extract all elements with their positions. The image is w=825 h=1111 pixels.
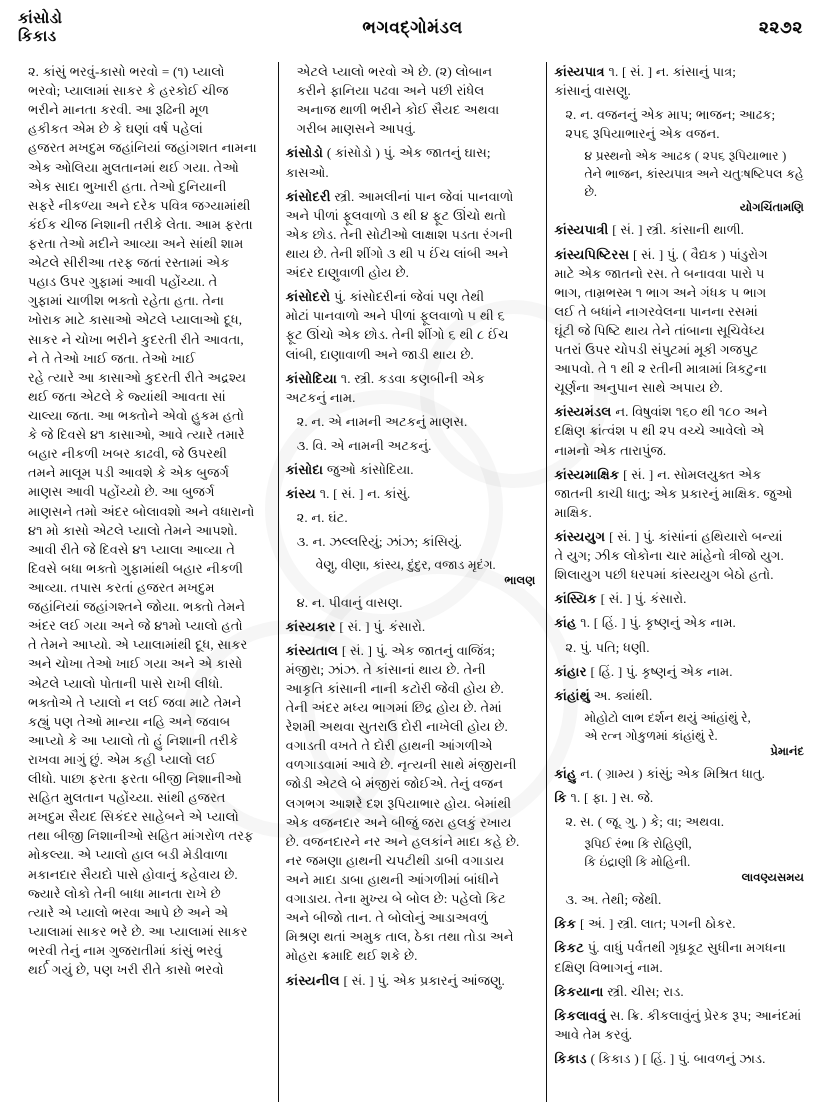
entry-text: [ સં. ] પું. એક પ્રકારનું આંજણુ. xyxy=(339,972,505,988)
text-line: આપવો. તે ૧ થી ૨ રતીની માત્રામાં ત્રિકટુના xyxy=(554,361,767,377)
entry-text: [ સં. ] પું. ( વૈદ્યક ) પાંડુરોગ xyxy=(629,246,768,262)
text-line: ભરીને માનતા કરવી. આ રૂઢિની મૂળ xyxy=(28,102,209,118)
quote-line: ૪ પ્રસ્થનો એક આઢક ( ૨૫૬ રૂપિયાભાર ) xyxy=(584,149,787,164)
entry-line xyxy=(286,287,540,306)
entry-headword: કિકલાવવું xyxy=(554,1007,607,1023)
entry-headword: કાંસ્યપિષ્ટિરસ xyxy=(554,246,630,262)
entry-headword: કાંસ્યતાલ xyxy=(285,642,339,658)
entry-headword: કાંસ્યયુગ xyxy=(554,529,606,545)
quotation-block xyxy=(286,557,540,588)
entry-headword: કિ xyxy=(554,789,567,805)
dictionary-entry xyxy=(286,187,540,283)
page-header xyxy=(10,8,815,60)
entry-text: [ સં. ] સ્ત્રી. કાંસાની થાળી. xyxy=(608,222,744,238)
entry-text: પું. વાધું પર્વતથી ગૃધ્રકૂટ સુધીના મગધના xyxy=(584,940,786,956)
text-line: એટલે પ્યાલો ભરવો એ છે. (૨) લોબાન xyxy=(296,64,493,79)
entry-headword: કાંહાર xyxy=(554,663,587,679)
text-line: સહિત મુલતાન પહોંચ્યા. સાંથી હજરત xyxy=(28,790,226,806)
text-line: માણસને તમો અંદર બોલાવશો અને વધારાનો xyxy=(28,503,255,519)
entry-line xyxy=(554,465,808,484)
text-line: ૨. ન. ઘંટ. xyxy=(296,510,348,526)
dictionary-entry xyxy=(554,914,808,933)
dictionary-entry xyxy=(554,402,808,459)
entry-headword: કાંસોદરી xyxy=(285,188,331,204)
text-line: ૨. ન. એ નામની અટકનું માણસ. xyxy=(296,413,468,429)
text-line: ફરતા તેઓ મદીને આવ્યા અને સાંથી શામ xyxy=(28,235,244,251)
dictionary-entry xyxy=(286,143,540,181)
text-line: ને તે તેઓ ખાઈ જતા. તેઓ ખાઈ xyxy=(28,350,196,366)
sense-block xyxy=(286,436,540,455)
text-line: મોકલ્યા. એ પ્યાલો હાલ બડી મેડીવાળા xyxy=(28,847,228,863)
page-number: ૨૨૭૨ xyxy=(758,18,803,37)
sense-block xyxy=(554,890,808,909)
entry-headword: કિકાડ xyxy=(554,1050,587,1066)
dictionary-entry xyxy=(286,971,540,990)
entry-line xyxy=(554,613,808,632)
dictionary-entry xyxy=(554,589,808,608)
text-line: ૩. ન. ઝલ્લરિયું; ઝાંઝ; કાંસિયું. xyxy=(296,534,462,550)
dictionary-entry xyxy=(554,1006,808,1044)
text-line: ભરવો; પ્યાલામાં સાકર કે હરકોઈ ચીજ xyxy=(28,83,229,99)
text-line: દિવસે બધા ભક્તો ગુફામાંથી બહાર નીકળી xyxy=(28,560,244,576)
text-line: અનાજ થાળી ભરીને કોઈ સૈયદ અથવા xyxy=(296,102,500,118)
entry-text: સ્ત્રી. આમલીનાં પાન જેવાં પાનવાળો xyxy=(330,188,514,204)
entry-text: ૧. [ હિં. ] પું. કૃષ્ણનું એક નામ. xyxy=(576,615,736,631)
text-line: આવ્યા. તપાસ કરતાં હજરત મખદુમ xyxy=(28,579,215,595)
entry-text: ૧. સ્ત્રી. કડવા કણબીની એક xyxy=(337,370,485,386)
text-line: ૨. સ. ( જૂ. ગુ. ) કે; વા; અથવા. xyxy=(565,814,724,830)
text-line: ૨. પું. પતિ; ધણી. xyxy=(565,639,650,655)
sense-block xyxy=(286,508,540,527)
dictionary-entry xyxy=(554,62,808,100)
sense-block xyxy=(554,638,808,657)
entry-headword: કિક xyxy=(554,916,577,932)
text-line: છે. વજનદારને નર અને હલકાંને માદા કહે છે. xyxy=(285,833,520,849)
entry-line xyxy=(554,1049,808,1068)
text-line: લઈ તે બધાંને નાગરવેલના પાનના રસમાં xyxy=(554,303,758,319)
text-line: સફરે નીકળ્યા અને દરેક પવિત્ર જગ્યામાંથી xyxy=(28,197,251,213)
text-line: લગભગ આશરે દશ રૂપિયાભાર હોય. બેમાંથી xyxy=(285,795,512,811)
text-line: ભાગ, તામ્રભસ્મ ૧ ભાગ અને ગંધક ૫ ભાગ xyxy=(554,284,767,300)
sense-block xyxy=(17,62,271,979)
dictionary-entry xyxy=(286,641,540,966)
entry-headword: કાંહ xyxy=(554,615,577,631)
entry-headword: કાંસ્યપાત્ર xyxy=(554,64,605,79)
entry-text: ૧. [ સં. ] ન. કાંસાનું પાત્ર; xyxy=(604,64,736,79)
text-line: આકૃતિ કાંસાની નાની કટોરી જેવી હોય છે. xyxy=(285,680,504,696)
text-line: એટલે પ્યાલો પોતાની પાસે રાખી લીધો. xyxy=(28,675,223,691)
entry-line xyxy=(554,245,808,264)
text-line: અંદર દાણુવાળી હોય છે. xyxy=(285,265,409,281)
text-line: શિલાયુગ પછી ધરપમાં કાંસ્યયુગ બેઠો હતો. xyxy=(554,567,774,583)
quotation-block xyxy=(554,148,808,215)
dictionary-entry xyxy=(286,484,540,503)
entry-line xyxy=(286,641,540,660)
text-line: મંજીરા; ઝાંઝ. તે કાંસાનાં થાય છે. તેની xyxy=(285,661,486,677)
text-line: કંઈક ચીજ નિશાની તરીકે લેતા. આમ ફરતા xyxy=(28,216,253,232)
entry-text: જુઓ કાંસોદિયા. xyxy=(323,462,414,478)
dictionary-entry xyxy=(554,764,808,783)
entry-headword: કાંસોદરો xyxy=(285,289,331,305)
entry-text: ૧. [ ફા. ] સ. જે. xyxy=(566,789,654,805)
text-line: કાસઓ. xyxy=(285,164,329,180)
text-line: પતરાં ઉપર ચોપડી સંપુટમાં મૂકી ગજપુટ xyxy=(554,342,759,358)
entry-headword: કાંસ્યકાર xyxy=(285,618,336,634)
text-line: ૪. ન. પીવાનું વાસણ. xyxy=(296,594,403,610)
text-line: થાય છે. તેની શીંગો ૩ થી ૫ ઈંચ લાંબી અને xyxy=(285,245,509,261)
dictionary-entry xyxy=(286,369,540,407)
column-container xyxy=(10,62,815,1102)
entry-line xyxy=(286,143,540,162)
entry-line xyxy=(286,187,540,206)
quote-line: છે. xyxy=(584,185,598,200)
dictionary-entry xyxy=(554,982,808,1001)
quote-citation: લાવણ્યસમય xyxy=(741,871,805,885)
text-line: ૪૧ મો કાસો એટલે પ્યાલો તેમને આપશો. xyxy=(28,522,238,538)
dictionary-entry xyxy=(554,613,808,632)
quote-line: વેણુ, વીણા, કાંસ્ય, દુંદુર, વજાડ મૃદંગ. xyxy=(315,557,496,572)
text-line: તમને માલૂમ પડી આવશે કે એક બુજર્ગ xyxy=(28,465,230,481)
dictionary-entry xyxy=(554,1049,808,1068)
sense-block xyxy=(554,105,808,143)
text-line: અને પીળાં ફૂલવાળો ૩ થી ૪ ફૂટ ઊંચો થતો xyxy=(285,207,507,223)
entry-headword: કાંસ્યમંડલ xyxy=(554,404,612,420)
entry-line xyxy=(554,589,808,608)
dictionary-entry xyxy=(554,662,808,681)
quote-line: મોહોટો લાભ દર્શન થયું આંહાંથું રે, xyxy=(584,710,751,725)
text-line: ગુફામાં ચાળીશ ભક્તો રહેતા હતા. તેના xyxy=(28,293,224,309)
text-line: લાંબી, દાણાવાળી અને જાડી થાય છે. xyxy=(285,346,474,362)
entry-headword: કાંહુ xyxy=(554,765,577,781)
book-title: ભગવદ્ગોમંડલ xyxy=(362,18,463,37)
entry-line xyxy=(554,220,808,239)
entry-text: ન. વિષુવાંશ ૧૬૦ થી ૧૮૦ અને xyxy=(611,404,768,420)
text-line: પહાડ ઉપર ગુફામાં આવી પહોંચ્યા. તે xyxy=(28,274,218,290)
text-line: રહે ત્યારે આ કાસાઓ કુદરતી રીતે અદ્રશ્ય xyxy=(28,369,247,385)
text-line: તે યુગ; ઝીક લોકોના ચાર માંહેનો ત્રીજો યુગ. xyxy=(554,548,784,564)
entry-text: ૧. [ સં. ] ન. કાંસું. xyxy=(315,486,411,502)
text-column-2 xyxy=(279,62,548,1102)
entry-line xyxy=(554,527,808,546)
text-line: જાતની કાચી ધાતુ; એક પ્રકારનું માક્ષિક. જુઓ xyxy=(554,485,793,501)
text-line: વગાડાય. તેના મુખ્ય બે બોલ છે: પહેલો કિટ xyxy=(285,891,506,907)
text-line: આવે તેમ કરવું. xyxy=(554,1026,633,1042)
entry-text: સ્ત્રી. ચીસ; રાડ. xyxy=(603,983,684,999)
text-line: ખોરાક માટે કાસાઓ એટલે પ્યાલાઓ દૂધ, xyxy=(28,312,243,328)
entry-headword: કાંસ્યનીલ xyxy=(285,972,340,988)
text-line: ચૂર્ણના અનુપાન સાથે અપાય છે. xyxy=(554,380,723,396)
text-column-1 xyxy=(10,62,279,1102)
entry-text: ( કાંસોડો ) પું. એક જાતનું ઘાસ; xyxy=(323,145,491,161)
text-line: અટકનું નામ. xyxy=(285,389,356,405)
text-line: કરીને ફાનિયા પઢવા અને પછી રાંધેલ xyxy=(296,83,485,99)
text-line: કાંસાનું વાસણુ. xyxy=(554,83,631,99)
text-line: ભક્તોએ તે પ્યાલો ન લઈ જવા માટે તેમને xyxy=(28,694,242,710)
dictionary-entry xyxy=(286,460,540,479)
quotation-block xyxy=(554,710,808,759)
text-line: સાકર ને ચોખા ભરીને કુદરતી રીતે આવતા, xyxy=(28,331,244,347)
text-line: ગરીબ માણસને આપવું. xyxy=(296,121,416,137)
entry-headword: કાંસોડો xyxy=(285,145,324,161)
text-line: એક સાદા ભુખારી હતા. તેઓ દુનિયાની xyxy=(28,178,227,194)
text-line: આપ્યો કે આ પ્યાલો તો હું નિશાની તરીકે xyxy=(28,732,239,748)
text-line: ઘૂંટી જે પિષ્ટિ થાય તેને તાંબાના સૂચિવેધ્ય xyxy=(554,322,765,338)
entry-headword: કિકયાના xyxy=(554,983,604,999)
sense-block xyxy=(286,62,540,138)
entry-line xyxy=(554,662,808,681)
text-line: થર્ઈ ગયું છે, પણ ખરી રીતે કાસો ભરવો xyxy=(28,962,224,978)
entry-line xyxy=(286,369,540,388)
text-line: એક વજનદાર અને બીજું જરા હલકું રખાય xyxy=(285,814,512,830)
text-line: નર જમણા હાથની ચપટીથી ડાબી વગાડાય xyxy=(285,852,505,868)
entry-line xyxy=(554,62,808,81)
text-line: ચાલ્યા જતા. આ ભક્તોને એવો હુકમ હતો xyxy=(28,407,245,423)
text-line: તથા બીજી નિશાનીઓ સહિત માંગરોળ તરફ xyxy=(28,828,254,844)
quote-line: એ રત્ન ગોકુળમાં કાંહાંથું રે. xyxy=(584,728,718,743)
text-line: મકાનદાર સૈયદો પાસે હોવાનું કહેવાય છે. xyxy=(28,866,238,882)
quote-line: રૂપિઈ રંભા કિ રોહિણી, xyxy=(584,837,692,852)
dictionary-entry xyxy=(554,527,808,584)
text-line: તેની અંદર મધ્ય ભાગમાં છિદ્ર હોય છે. તેમાં xyxy=(285,700,502,716)
text-line: જહાંનિયાં જહાંગશ્તને જોયા. ભક્તો તેમને xyxy=(28,599,246,615)
text-line: વગાડતી વખતે તે દોરી હાથની આંગળીએ xyxy=(285,738,493,754)
dictionary-entry xyxy=(554,220,808,239)
text-line: ૨૫૬ રૂપિયાભારનું એક વજન. xyxy=(565,126,720,142)
text-line: ૩. અ. તેથી; જેથી. xyxy=(565,892,662,908)
text-line: દક્ષિણ ક્રાંત્વંશ ૫ થી ૨૫ વચ્ચે આવેલો એ xyxy=(554,423,765,439)
entry-text: [ સં. ] પું. કાંસાંનાં હથિયારો બન્યાં xyxy=(605,529,783,545)
entry-text: [ સં. ] પું. એક જાતનું વાજિંત્ર; xyxy=(338,642,495,658)
text-line: વળગાડવામાં આવે છે. નૃત્યની સાથે મંજીરાની xyxy=(285,757,517,773)
text-line: એક ઓલિયા મુલતાનમાં થઈ ગયા. તેઓ xyxy=(28,159,239,175)
dictionary-entry xyxy=(554,686,808,705)
dictionary-entry xyxy=(554,465,808,522)
text-line: હજરત મખદુમ જહાંનિયાં જહાંગશત નામના xyxy=(28,140,257,156)
text-line: ત્યારે એ પ્યાલો ભરવા આપે છે અને એ xyxy=(28,904,229,920)
text-line: જ્યારે લોકો તેની બાધા માનતા રાખે છે xyxy=(28,885,221,901)
quotation-block xyxy=(554,836,808,885)
dictionary-entry xyxy=(554,245,808,398)
text-line: કહ્યું પણ તેઓ માન્યા નહિ અને જવાબ xyxy=(28,713,231,729)
quote-citation: પ્રેમાનંદ xyxy=(770,744,805,758)
sense-block xyxy=(286,412,540,431)
entry-line xyxy=(554,788,808,807)
text-line: અને માદા ડાબા હાથની આંગળીમાં બાંધીને xyxy=(285,872,499,888)
text-line: માણસ આવી પહોંચ્યો છે. આ બુજર્ગ xyxy=(28,484,215,500)
entry-headword: કાંસ્યપાત્રી xyxy=(554,222,609,238)
entry-line xyxy=(554,938,808,957)
running-head-last: કિકાડ xyxy=(18,28,57,46)
entry-line xyxy=(286,617,540,636)
text-column-3 xyxy=(547,62,815,1102)
entry-text: [ અં. ] સ્ત્રી. લાત; પગની ઠોકર. xyxy=(576,916,736,932)
text-line: રેશમી અથવા સુતરાઉ દોરી નાખેલી હોય છે. xyxy=(285,719,508,735)
text-line: પ્યાલામાં સાકર ભરે છે. આ પ્યાલામાં સાકર xyxy=(28,923,248,939)
dictionary-entry xyxy=(286,617,540,636)
entry-line xyxy=(554,686,808,705)
text-line: નામનો એક તારાપુંજ. xyxy=(554,442,667,458)
text-line: દક્ષિણ વિભાગનું નામ. xyxy=(554,959,663,975)
entry-line xyxy=(286,460,540,479)
text-line: અને ચોખા તેઓ ખાઈ ગયા અને એ કાસો xyxy=(28,656,243,672)
text-line: તે તેમને આપ્યો. એ પ્યાલામાંથી દૂધ, સાકર xyxy=(28,637,248,653)
text-line: એટલે સીરીઆ તરફ જતાં રસ્તામાં એક xyxy=(28,255,230,271)
sense-block xyxy=(286,532,540,551)
entry-headword: કિકટ xyxy=(554,940,585,956)
text-line: ફૂટ ઊંચો એક છોડ. તેની શીંગો ૬ થી ૮ ઈંચ xyxy=(285,327,509,343)
entry-headword: કાંસ્ય xyxy=(285,486,316,502)
text-line: બહાર નીકળી ખબર કાઢવી, જે ઉપરથી xyxy=(28,446,227,462)
entry-line xyxy=(554,914,808,933)
quote-citation: યોગચિંતામણિ xyxy=(739,201,805,215)
dictionary-entry xyxy=(554,788,808,807)
text-line: ૨. કાંસું ભરવું-કાસો ભરવો = (૧) પ્યાલો xyxy=(28,64,225,79)
entry-headword: કાંસોદિયા xyxy=(285,370,338,386)
text-line: મોહરા ક્રમાદિ થઈ શકે છે. xyxy=(285,948,418,964)
text-line: માટે એક જાતનો રસ. તે બનાવવા પારો ૫ xyxy=(554,265,765,281)
text-line: ૩. વિ. એ નામની અટકનું. xyxy=(296,437,432,453)
text-line: માક્ષિક. xyxy=(554,504,592,520)
entry-line xyxy=(286,971,540,990)
entry-text: ન. ( ગ્રામ્ય ) કાંસું; એક મિશ્રિત ધાતુ. xyxy=(576,765,765,781)
text-line: મોટાં પાનવાળો અને પીળાં ફૂલવાળો ૫ થી ૬ xyxy=(285,308,505,324)
text-line: લીધો. પાછા ફરતા ફરતા બીજી નિશાનીઓ xyxy=(28,771,242,787)
dictionary-entry xyxy=(286,287,540,363)
text-line: ૨. ન. વજનનું એક માપ; ભાજન; આઢક; xyxy=(565,107,776,123)
entry-text: પું. કાંસોદરીનાં જેવાં પણ તેથી xyxy=(330,289,485,305)
entry-headword: કાંસ્યિક xyxy=(554,591,597,607)
entry-line xyxy=(554,1006,808,1025)
text-line: થઈ જતા એટલે કે જ્યાંથી આવતા સાં xyxy=(28,388,226,404)
entry-text: [ હિં. ] પું. કૃષ્ણનું એક નામ. xyxy=(586,663,733,679)
entry-line xyxy=(554,982,808,1001)
text-line: અને બીજો તાન. તે બોલોનું આડાઅવળું xyxy=(285,910,488,926)
entry-text: ( કિકાડ ) [ હિં. ] પું. બાવળનું ઝાડ. xyxy=(586,1050,766,1066)
quote-line: તેને ભાજન, કાંસ્યપાત્ર અને ચતુઃષષ્ટિપલ કહે xyxy=(584,167,804,182)
entry-headword: કાંહાંથું xyxy=(554,687,590,703)
text-line: મખદુમ સૈયદ સિકંદર સાહેબને એ પ્યાલો xyxy=(28,809,239,825)
text-line: એક છોડ. તેની સોટીઓ લાક્ષાશ પડતા રંગની xyxy=(285,226,513,242)
entry-text: સ. ક્રિ. કીકલાવુંનું પ્રેરક રૂપ; આનંદમાં xyxy=(606,1007,802,1023)
text-line: ભરવી તેનું નામ ગુજરાતીમાં કાંસું ભરવું xyxy=(28,943,222,959)
entry-line xyxy=(554,764,808,783)
entry-text: [ સં. ] પું. કંસારો. xyxy=(596,591,687,607)
quote-line: કિ ઇંદ્રાણી કિ મોહિની. xyxy=(584,855,691,870)
entry-headword: કાંસ્યમાક્ષિક xyxy=(554,466,620,482)
text-line: અંદર લઈ ગયા અને જે ૪૧મો પ્યાલો હતો xyxy=(28,618,243,634)
text-line: આવી રીતે જે દિવસે ૪૧ પ્યાલા આવ્યા તે xyxy=(28,541,235,557)
entry-text: [ સં. ] પું. કંસારો. xyxy=(335,618,426,634)
text-line: હકીકત એમ છે કે ઘણાં વર્ષ પહેલાં xyxy=(28,121,203,137)
quote-citation: ભાલણ xyxy=(504,573,536,587)
entry-headword: કાંસોદા xyxy=(285,462,324,478)
text-line: જોડી એટલે બે મંજીરાં જોઈએ. તેનું વજન xyxy=(285,776,504,792)
text-line: મિશ્રણ થતાં અમુક તાલ, ઠેકા તથા તોડા અને xyxy=(285,929,514,945)
entry-text: અ. ક્યાંથી. xyxy=(589,687,653,703)
running-head-first: કાંસોડો xyxy=(18,10,63,27)
entry-line xyxy=(554,402,808,421)
text-line: કે જે દિવસે ૪૧ કાસાઓ, આવે ત્યારે તમારે xyxy=(28,427,245,443)
entry-line xyxy=(286,484,540,503)
entry-text: [ સં. ] ન. સોમલયુક્ત એક xyxy=(619,466,762,482)
dictionary-entry xyxy=(554,938,808,976)
text-line: રાખવા માગું છું. એમ કહી પ્યાલો લઈ xyxy=(28,751,217,767)
sense-block xyxy=(554,812,808,831)
sense-block xyxy=(286,593,540,612)
